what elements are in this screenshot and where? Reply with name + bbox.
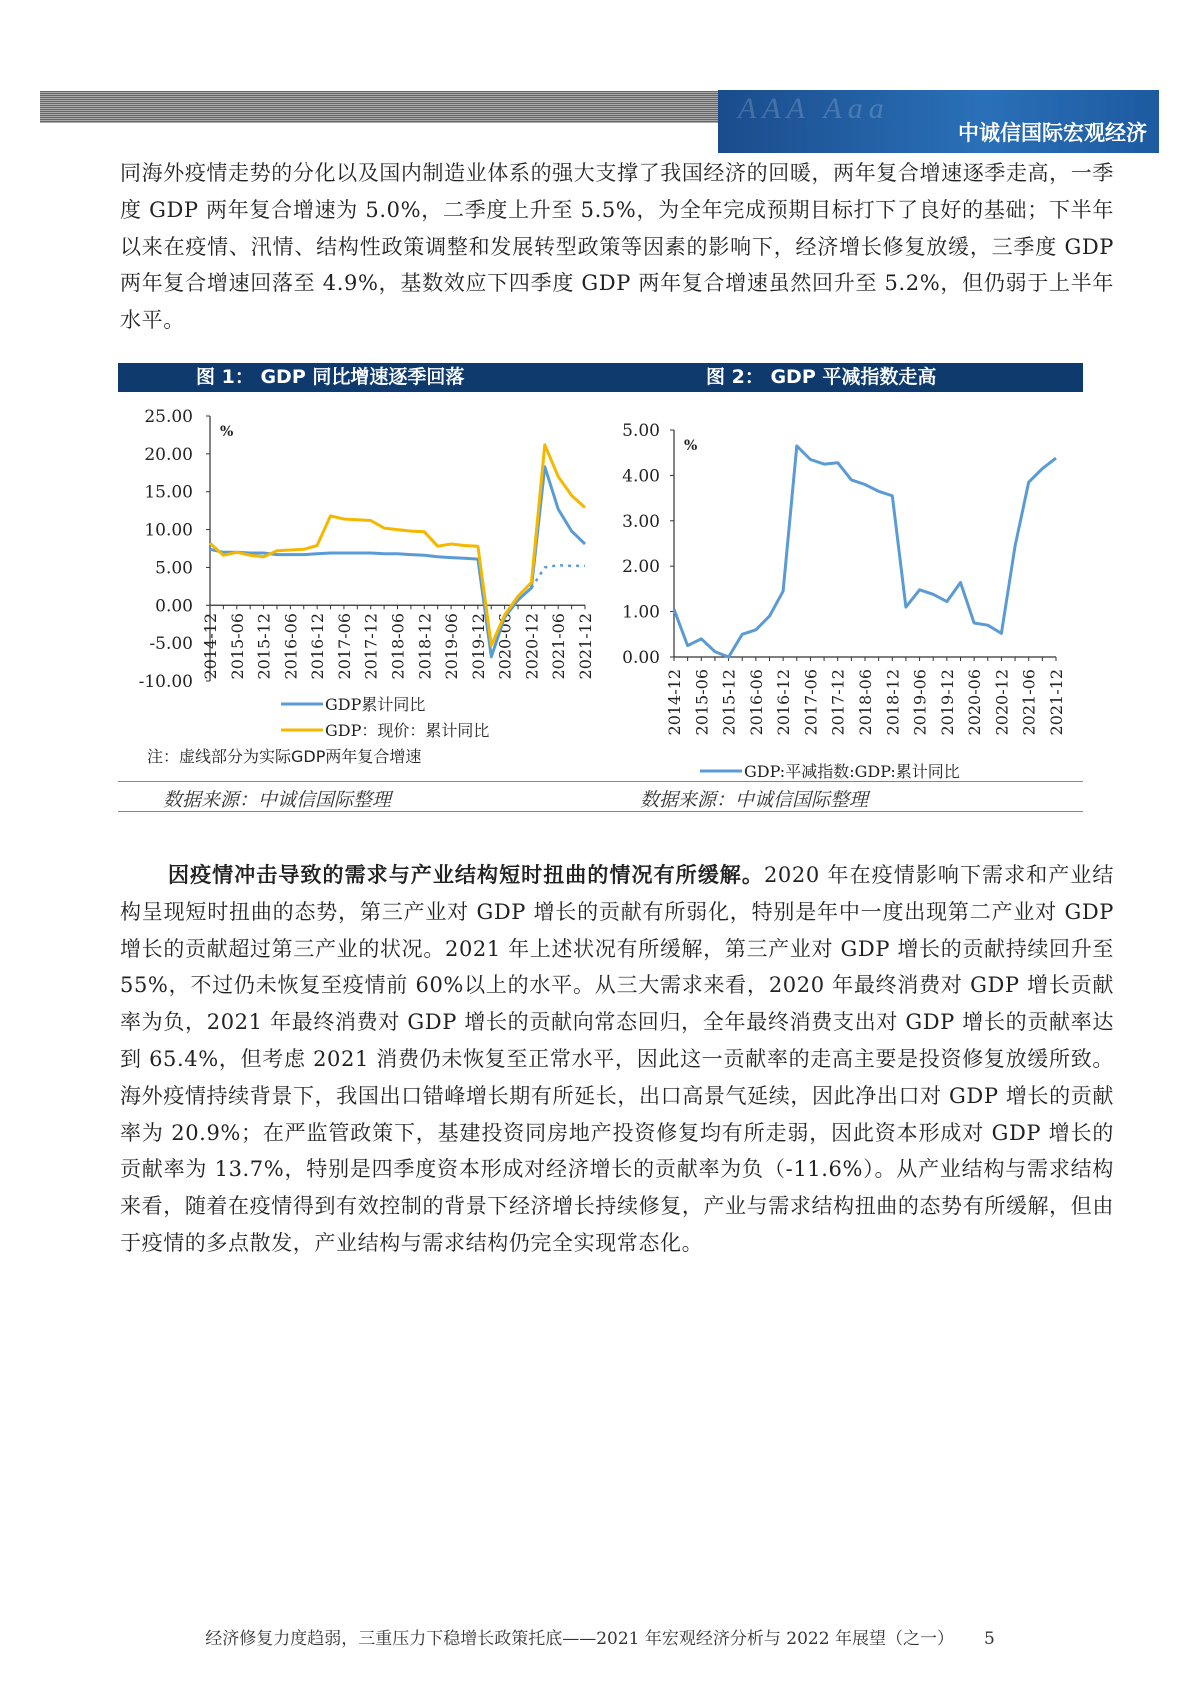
y-unit-label: % [684, 438, 698, 454]
x-tick-label: 2016-06 [746, 669, 766, 736]
x-tick-label: 2016-12 [774, 669, 794, 736]
x-tick-label: 2017-06 [801, 669, 821, 736]
paragraph-2-body: 2020 年在疫情影响下需求和产业结构呈现短时扭曲的态势，第三产业对 GDP 增长的贡献有所弱化，特别是年中一度出现第二产业对 GDP 增长的贡献超过第三产业的状况。2021 年上述状况有所缓解，第三产业对 GDP 增长的贡献持续回升至 55%，不过仍未恢复至疫情前 60%以上的水平。从三大需求来看，2020 年最终消费对 GDP 增长贡献率为负，2021 年最终消费对 GDP 增长的贡献向常态回归，全年最终消费支出对 GDP 增长的贡献率达到 65.4%，但考虑 2021 消费仍未恢复至正常水平，因此这一贡献率的走高主要是投资修复放缓所致。海外疫情持续背景下，我国出口错峰增长期有所延长，出口高景气延续，因此净出口对 GDP 增长的贡献率为 20.9%；在严监管政策下，基建投资同房地产投资修复均有所走弱，因此资本形成对 GDP 增长的贡献率为 13.7%，特别是四季度资本形成对经济增长的贡献率为负（-11.6%）。从产业结构与需求结构来看，随着在疫情得到有效控制的背景下经济增长持续修复，产业与需求结构扭曲的态势有所缓解，但由于疫情的多点散发，产业结构与需求结构仍完全实现常态化。 [120, 863, 1115, 1255]
x-tick-label: 2019-06 [442, 613, 462, 680]
figure2-source: 数据来源：中诚信国际整理 [640, 789, 869, 811]
x-tick-label: 2017-12 [361, 613, 381, 680]
x-tick-label: 2018-06 [856, 669, 875, 736]
y-unit-label: % [220, 424, 234, 440]
x-tick-label: 2019-12 [937, 669, 957, 736]
x-tick-label: 2016-06 [281, 613, 301, 680]
divider [118, 811, 1083, 812]
y-tick-label: -10.00 [138, 672, 193, 692]
divider [118, 781, 1083, 782]
x-tick-label: 2014-12 [201, 613, 220, 680]
x-tick-label: 2018-12 [883, 669, 903, 736]
x-tick-label: 2018-12 [415, 613, 435, 680]
figure1-note: 注：虚线部分为实际GDP两年复合增速 [147, 747, 422, 766]
x-tick-label: 2019-06 [910, 669, 930, 736]
x-tick-label: 2019-12 [468, 613, 488, 680]
y-tick-label: 4.00 [622, 466, 660, 487]
series-line [531, 565, 585, 588]
y-tick-label: 15.00 [144, 482, 193, 503]
figure1-source: 数据来源：中诚信国际整理 [163, 789, 392, 811]
y-tick-label: 3.00 [622, 511, 660, 532]
figure1-title: 图 1： GDP 同比增速逐季回落 [118, 363, 598, 392]
x-tick-label: 2020-06 [965, 669, 985, 736]
y-tick-label: -5.00 [149, 634, 193, 655]
x-tick-label: 2020-06 [495, 613, 515, 680]
x-tick-label: 2017-12 [828, 669, 848, 736]
y-tick-label: 25.00 [144, 407, 193, 427]
page-number: 5 [983, 1629, 995, 1649]
x-tick-label: 2015-06 [227, 613, 247, 680]
y-tick-label: 5.00 [622, 421, 660, 441]
x-tick-label: 2020-12 [992, 669, 1012, 736]
x-tick-label: 2018-06 [388, 613, 408, 680]
y-tick-label: 0.00 [155, 596, 193, 617]
logo-ghost-letters: AAA Aaa [738, 92, 890, 125]
footer-text: 经济修复力度趋弱，三重压力下稳增长政策托底——2021 年宏观经济分析与 2022 年展望（之一） [205, 1629, 954, 1649]
figure2-title: 图 2： GDP 平减指数走高 [598, 363, 1083, 392]
x-tick-label: 2014-12 [665, 669, 684, 736]
y-tick-label: 1.00 [622, 602, 660, 623]
y-tick-label: 20.00 [144, 444, 193, 465]
page-footer [0, 1624, 1200, 1649]
x-tick-label: 2015-12 [254, 613, 274, 680]
legend-label: GDP:平减指数:GDP:累计同比 [744, 762, 960, 780]
y-tick-label: 10.00 [144, 520, 193, 541]
series-line [674, 446, 1056, 657]
logo-text: 中诚信国际宏观经济 [958, 121, 1147, 145]
x-tick-label: 2020-12 [522, 613, 542, 680]
x-tick-label: 2015-06 [692, 669, 712, 736]
paragraph-2 [120, 857, 1114, 1262]
x-tick-label: 2021-12 [576, 613, 595, 680]
paragraph-1: 同海外疫情走势的分化以及国内制造业体系的强大支撑了我国经济的回暖，两年复合增速逐季走高，一季度 GDP 两年复合增速为 5.0%，二季度上升至 5.5%，为全年完成预期目标打下了良好的基础；下半年以来在疫情、汛情、结构性政策调整和发展转型政策等因素的影响下，经济增长修复放缓，三季度 GDP 两年复合增速回落至 4.9%，基数效应下四季度 GDP 两年复合增速虽然回升至 5.2%，但仍弱于上半年水平。 [120, 161, 1114, 333]
y-tick-label: 5.00 [155, 558, 193, 579]
x-tick-label: 2021-06 [1019, 669, 1039, 736]
x-tick-label: 2015-12 [719, 669, 739, 736]
x-tick-label: 2021-06 [549, 613, 569, 680]
y-tick-label: 2.00 [622, 557, 660, 578]
x-tick-label: 2021-12 [1047, 669, 1066, 736]
legend-label: GDP：现价：累计同比 [325, 721, 490, 740]
chart-gdp-yoy [0, 0, 600, 780]
legend-label: GDP累计同比 [325, 695, 426, 714]
x-tick-label: 2016-12 [308, 613, 328, 680]
chart-gdp-deflator [600, 0, 1100, 780]
y-tick-label: 0.00 [622, 648, 660, 668]
x-tick-label: 2017-06 [334, 613, 354, 680]
paragraph-2-lead: 因疫情冲击导致的需求与产业结构短时扭曲的情况有所缓解。 [168, 862, 764, 887]
